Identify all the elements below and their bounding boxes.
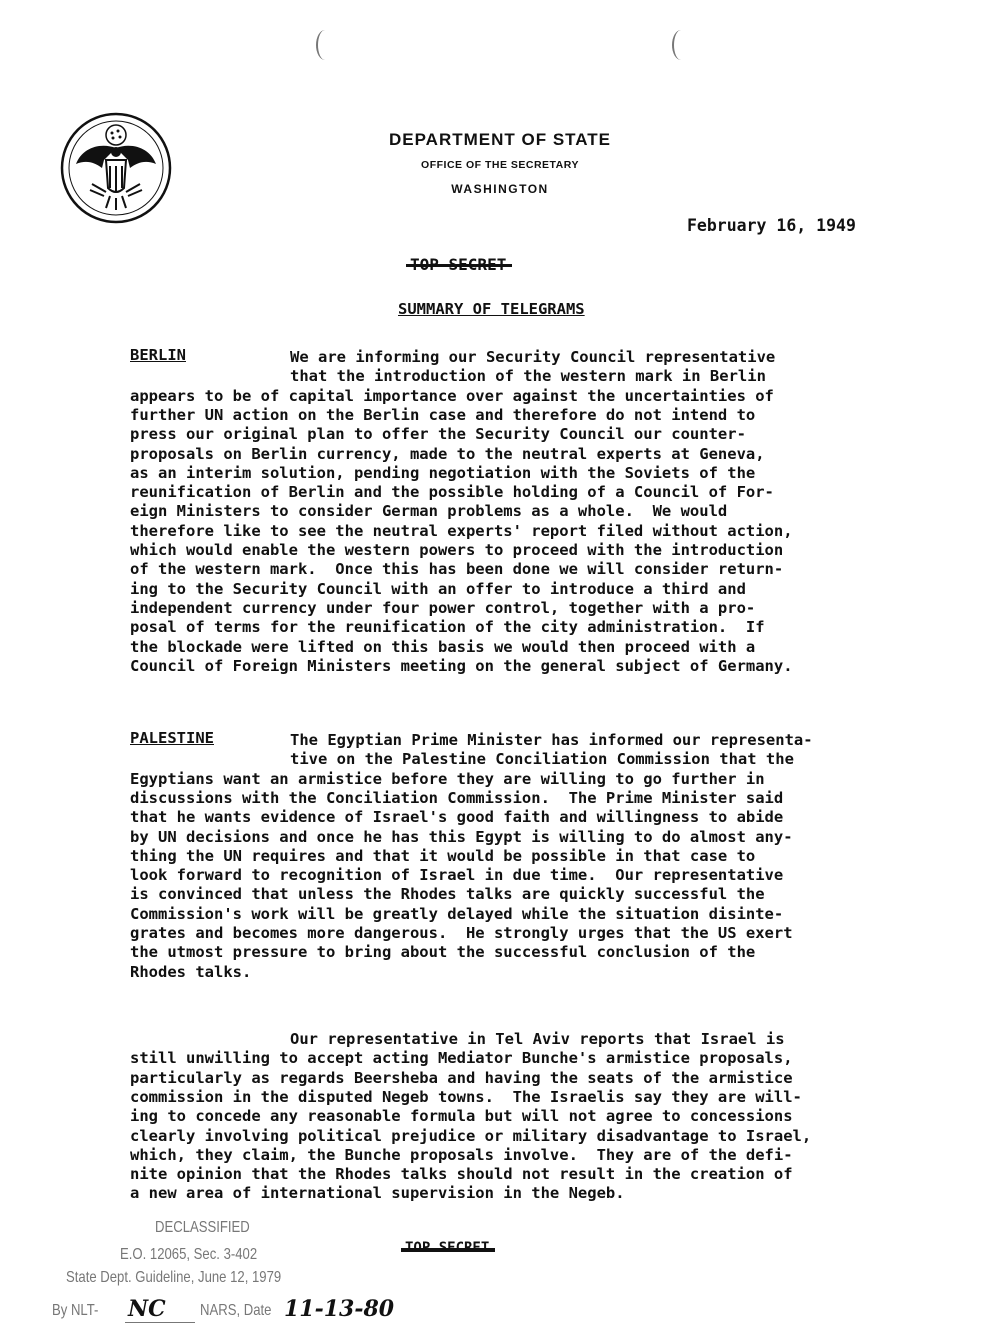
body-line: of the western mark. Once this has been done we will consider return- (130, 560, 784, 579)
nars-prefix: NARS, Date (200, 1302, 272, 1319)
body-line: by UN decisions and once he has this Egypt is willing to do almost any- (130, 827, 793, 846)
body-line: appears to be of capital importance over against the uncertainties of (130, 386, 774, 405)
body-line: We are informing our Security Council representative (290, 348, 776, 366)
body-line: still unwilling to accept acting Mediator Bunche's armistice proposals, (130, 1049, 793, 1068)
office-name: OFFICE OF THE SECRETARY (421, 159, 579, 171)
strikethrough (401, 1248, 495, 1252)
document-date: February 16, 1949 (687, 216, 856, 235)
nars-date: 11-13-80 (284, 1296, 395, 1322)
body-line: Rhodes talks. (130, 962, 252, 981)
body-line: which would enable the western powers to proceed with the introduction (130, 541, 784, 559)
guideline-ref: State Dept. Guideline, June 12, 1979 (66, 1269, 282, 1286)
body-line: Egyptians want an armistice before they are willing to go further in (130, 769, 765, 788)
strikethrough (406, 264, 512, 267)
body-line: a new area of international supervision in the Negeb. (130, 1184, 625, 1203)
body-line: The Egyptian Prime Minister has informed our representa- (290, 731, 813, 749)
department-name: DEPARTMENT OF STATE (388, 130, 612, 149)
body-line: that he wants evidence of Israel's good faith and willingness to abide (130, 808, 784, 827)
body-line: the utmost pressure to bring about the successful conclusion of the (130, 943, 756, 962)
body-line: thing the UN requires and that it would be possible in that case to (130, 846, 756, 865)
city-name: WASHINGTON (451, 182, 549, 196)
body-line: therefore like to see the neutral experts' report filed without action, (130, 521, 793, 540)
declassified-heading: DECLASSIFIED (155, 1219, 250, 1236)
body-line: Commission's work will be greatly delayed while the situation disinte- (130, 904, 784, 923)
body-line: as an interim solution, pending negotiation with the Soviets of the (130, 463, 756, 482)
body-line: Council of Foreign Ministers meeting on the general subject of Germany. (130, 656, 793, 675)
body-line: commission in the disputed Negeb towns. The Israelis say they are will- (130, 1087, 802, 1106)
body-line: tive on the Palestine Conciliation Commission that the (290, 750, 794, 769)
body-line: ing to concede any reasonable formula but will not agree to concessions (130, 1107, 793, 1126)
body-line: proposals on Berlin currency, made to the neutral experts at Geneva, (130, 444, 765, 463)
body-line: independent currency under four power control, together with a pro- (130, 598, 756, 617)
body-line: clearly involving political prejudice or military disadvantage to Israel, (130, 1126, 812, 1145)
body-line: eign Ministers to consider German problems as a whole. We would (130, 502, 728, 521)
body-line: the blockade were lifted on this basis we would then proceed with a (130, 637, 756, 656)
body-line: posal of terms for the reunification of the city administration. If (130, 618, 765, 637)
body-line: further UN action on the Berlin case and therefore do not intend to (130, 405, 756, 424)
punch-hole-right (672, 30, 690, 60)
body-line: look forward to recognition of Israel in due time. Our representative (130, 866, 784, 885)
body-line: which, they claim, the Bunche proposals involve. They are of the defi- (130, 1145, 793, 1164)
section-label-palestine: PALESTINE (130, 729, 214, 747)
body-line: reunification of Berlin and the possible holding of a Council of For- (130, 483, 774, 502)
executive-order-ref: E.O. 12065, Sec. 3-402 (120, 1246, 258, 1263)
by-initials: NC (128, 1296, 166, 1322)
punch-hole-left (316, 30, 334, 60)
document-title: SUMMARY OF TELEGRAMS (398, 300, 585, 318)
by-prefix: By NLT- (52, 1302, 99, 1319)
body-line: grates and becomes more dangerous. He strongly urges that the US exert (130, 924, 793, 942)
body-line: particularly as regards Beersheba and having the seats of the armistice (130, 1068, 793, 1087)
classification-bottom (405, 1240, 489, 1256)
body-line: nite opinion that the Rhodes talks should not result in the creation of (130, 1165, 793, 1184)
body-line: ing to the Security Council with an offer to introduce a third and (130, 579, 746, 598)
body-line: discussions with the Conciliation Commission. The Prime Minister said (130, 788, 784, 807)
section-label-berlin: BERLIN (130, 346, 186, 364)
by-underline (125, 1322, 195, 1323)
body-line: press our original plan to offer the Security Council our counter- (130, 425, 746, 444)
body-line: is convinced that unless the Rhodes talks are quickly successful the (130, 885, 765, 904)
great-seal-eagle-icon (60, 112, 172, 224)
body-line: Our representative in Tel Aviv reports that Israel is (290, 1030, 785, 1048)
classification-top (410, 255, 506, 274)
body-line: that the introduction of the western mark in Berlin (290, 367, 766, 386)
